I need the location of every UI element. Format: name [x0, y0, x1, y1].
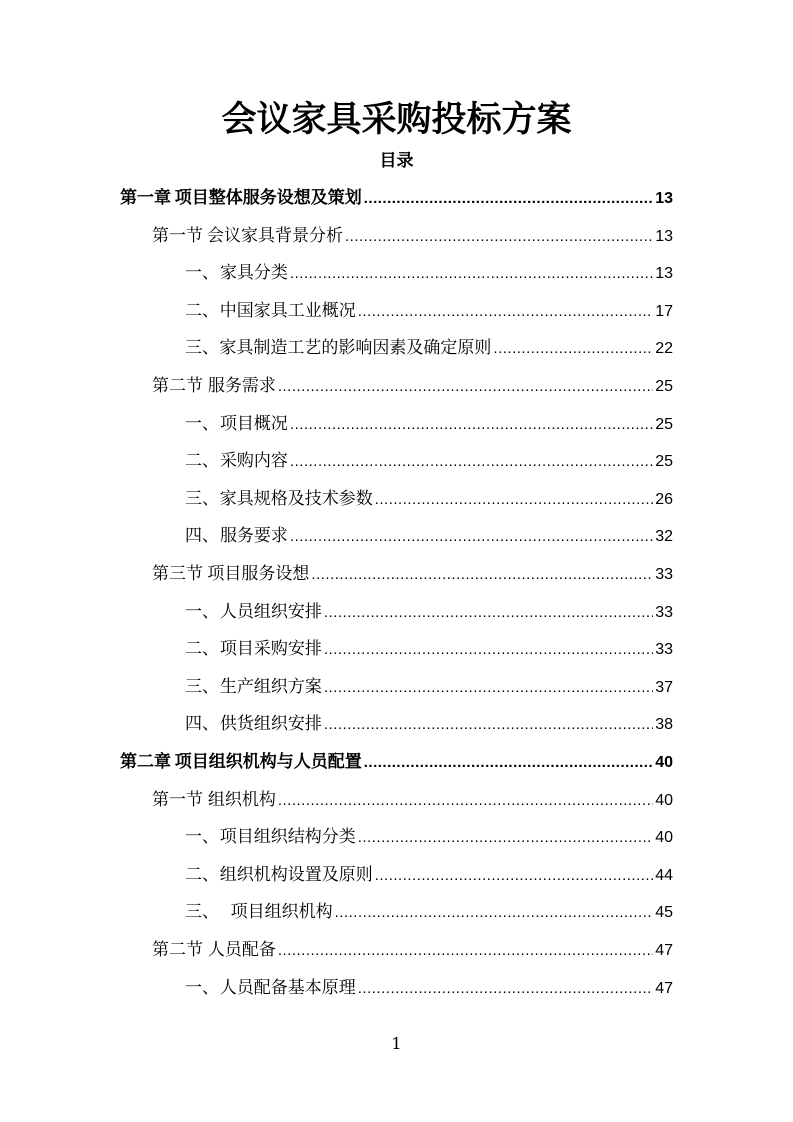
- toc-entry-prefix: 三、: [185, 676, 219, 697]
- toc-entry-title: 项目整体服务设想及策划: [174, 188, 362, 208]
- toc-entry-prefix: 一、: [185, 263, 219, 284]
- toc-entry-item[interactable]: [185, 410, 673, 438]
- toc-entry-prefix: 三、: [185, 488, 219, 509]
- toc-entry-title: 家具分类: [219, 263, 288, 284]
- toc-entry-title: 人员配备: [207, 940, 276, 960]
- toc-entry-page: 13: [655, 227, 673, 245]
- toc-entry-page: 17: [655, 302, 673, 320]
- toc-entry-prefix: 第二节: [152, 376, 203, 396]
- dot-leader: [493, 334, 653, 363]
- dot-leader: [324, 635, 653, 664]
- toc-entry-prefix: 三、: [185, 902, 219, 923]
- toc-entry-prefix: 第二节: [152, 940, 203, 960]
- toc-entry-title: 项目组织机构: [219, 902, 333, 923]
- toc-entry-page: 40: [655, 791, 673, 809]
- dot-leader: [290, 522, 653, 551]
- dot-leader: [290, 259, 653, 288]
- toc-entry-page: 25: [655, 453, 673, 471]
- dot-leader: [345, 222, 653, 251]
- toc-entry-section[interactable]: [152, 560, 673, 588]
- toc-entry-title: 供货组织安排: [219, 714, 322, 735]
- dot-leader: [290, 410, 653, 439]
- page-number: 1: [391, 1034, 402, 1053]
- toc-entry-section[interactable]: [152, 786, 673, 814]
- toc-entry-item[interactable]: [185, 334, 673, 362]
- toc-entry-item[interactable]: [185, 259, 673, 287]
- toc-entry-prefix: 第一章: [120, 188, 171, 208]
- dot-leader: [364, 748, 653, 777]
- toc-entry-title: 项目采购安排: [219, 639, 322, 660]
- toc-entry-title: 服务需求: [207, 376, 276, 396]
- toc-entry-title: 项目组织结构分类: [219, 827, 356, 848]
- toc-entry-page: 38: [655, 716, 673, 734]
- toc-entry-page: 47: [655, 979, 673, 997]
- dot-leader: [358, 974, 653, 1003]
- toc-entry-page: 33: [655, 603, 673, 621]
- dot-leader: [311, 560, 653, 589]
- toc-entry-title: 人员组织安排: [219, 601, 322, 622]
- toc-entry-prefix: 四、: [185, 714, 219, 735]
- dot-leader: [358, 297, 653, 326]
- toc-entry-title: 人员配备基本原理: [219, 977, 356, 998]
- toc-entry-prefix: 二、: [185, 639, 219, 660]
- toc-entry-page: 40: [655, 754, 673, 771]
- toc-entry-page: 37: [655, 678, 673, 696]
- toc-entry-page: 13: [655, 190, 673, 207]
- toc-entry-prefix: 三、: [185, 338, 219, 359]
- dot-leader: [324, 710, 653, 739]
- toc-entry-item[interactable]: [185, 861, 673, 889]
- toc-entry-prefix: 一、: [185, 413, 219, 434]
- toc-entry-page: 25: [655, 415, 673, 433]
- toc-entry-page: 40: [655, 829, 673, 847]
- toc-entry-page: 26: [655, 490, 673, 508]
- toc-entry-page: 47: [655, 942, 673, 959]
- toc-entry-item[interactable]: [185, 447, 673, 475]
- toc-entry-chapter[interactable]: [120, 184, 673, 212]
- toc-entry-section[interactable]: [152, 936, 673, 964]
- toc-entry-page: 44: [655, 866, 673, 884]
- toc-entry-prefix: 二、: [185, 864, 219, 885]
- dot-leader: [375, 861, 653, 890]
- toc-entry-title: 采购内容: [219, 451, 288, 472]
- toc-entry-title: 项目组织机构与人员配置: [174, 752, 362, 772]
- toc-entry-title: 项目概况: [219, 413, 288, 434]
- dot-leader: [324, 673, 653, 702]
- toc-entry-page: 13: [655, 265, 673, 283]
- toc-entry-item[interactable]: [185, 635, 673, 663]
- dot-leader: [278, 372, 653, 401]
- toc-entry-item[interactable]: [185, 710, 673, 738]
- document-title: 会议家具采购投标方案: [221, 100, 572, 140]
- toc-entry-prefix: 一、: [185, 827, 219, 848]
- toc-entry-prefix: 第一节: [152, 789, 203, 810]
- toc-entry-item[interactable]: [185, 974, 673, 1002]
- toc-entry-prefix: 二、: [185, 300, 219, 321]
- toc-entry-item[interactable]: [185, 823, 673, 851]
- toc-entry-prefix: 第三节: [152, 564, 203, 584]
- toc-entry-page: 33: [655, 641, 673, 659]
- toc-entry-title: 组织机构: [207, 789, 276, 810]
- toc-entry-title: 家具规格及技术参数: [219, 488, 373, 509]
- toc-entry-page: 32: [655, 528, 673, 546]
- toc-entry-prefix: 一、: [185, 601, 219, 622]
- toc-entry-section[interactable]: [152, 372, 673, 400]
- toc-entry-chapter[interactable]: [120, 748, 673, 776]
- dot-leader: [278, 936, 653, 965]
- toc-entry-title: 中国家具工业概况: [219, 300, 356, 321]
- dot-leader: [335, 898, 654, 927]
- toc-entry-prefix: 四、: [185, 526, 219, 547]
- toc-heading: 目录: [379, 151, 414, 171]
- toc-entry-title: 组织机构设置及原则: [219, 864, 373, 885]
- toc-entry-page: 25: [655, 378, 673, 395]
- toc-entry-page: 45: [655, 904, 673, 922]
- toc-entry-prefix: 二、: [185, 451, 219, 472]
- toc-entry-page: 22: [655, 340, 673, 358]
- toc-entry-item[interactable]: [185, 673, 673, 701]
- toc-entry-section[interactable]: [152, 222, 673, 250]
- toc-entry-item[interactable]: [185, 898, 673, 926]
- dot-leader: [278, 786, 653, 815]
- toc-entry-title: 项目服务设想: [207, 564, 310, 584]
- toc-entry-title: 服务要求: [219, 526, 288, 547]
- toc-entry-item[interactable]: [185, 598, 673, 626]
- toc-entry-prefix: 第一节: [152, 225, 203, 246]
- toc-entry-prefix: 一、: [185, 977, 219, 998]
- dot-leader: [358, 823, 653, 852]
- toc-entry-prefix: 第二章: [120, 752, 171, 772]
- toc-entry-item[interactable]: [185, 485, 673, 513]
- dot-leader: [324, 598, 653, 627]
- toc-entry-item[interactable]: [185, 522, 673, 550]
- toc-entry-title: 家具制造工艺的影响因素及确定原则: [219, 338, 492, 359]
- toc-entry-title: 生产组织方案: [219, 676, 322, 697]
- toc-entry-page: 33: [655, 566, 673, 583]
- toc-entry-item[interactable]: [185, 297, 673, 325]
- toc-entry-title: 会议家具背景分析: [206, 225, 343, 246]
- dot-leader: [364, 184, 653, 213]
- dot-leader: [290, 447, 653, 476]
- dot-leader: [375, 485, 653, 514]
